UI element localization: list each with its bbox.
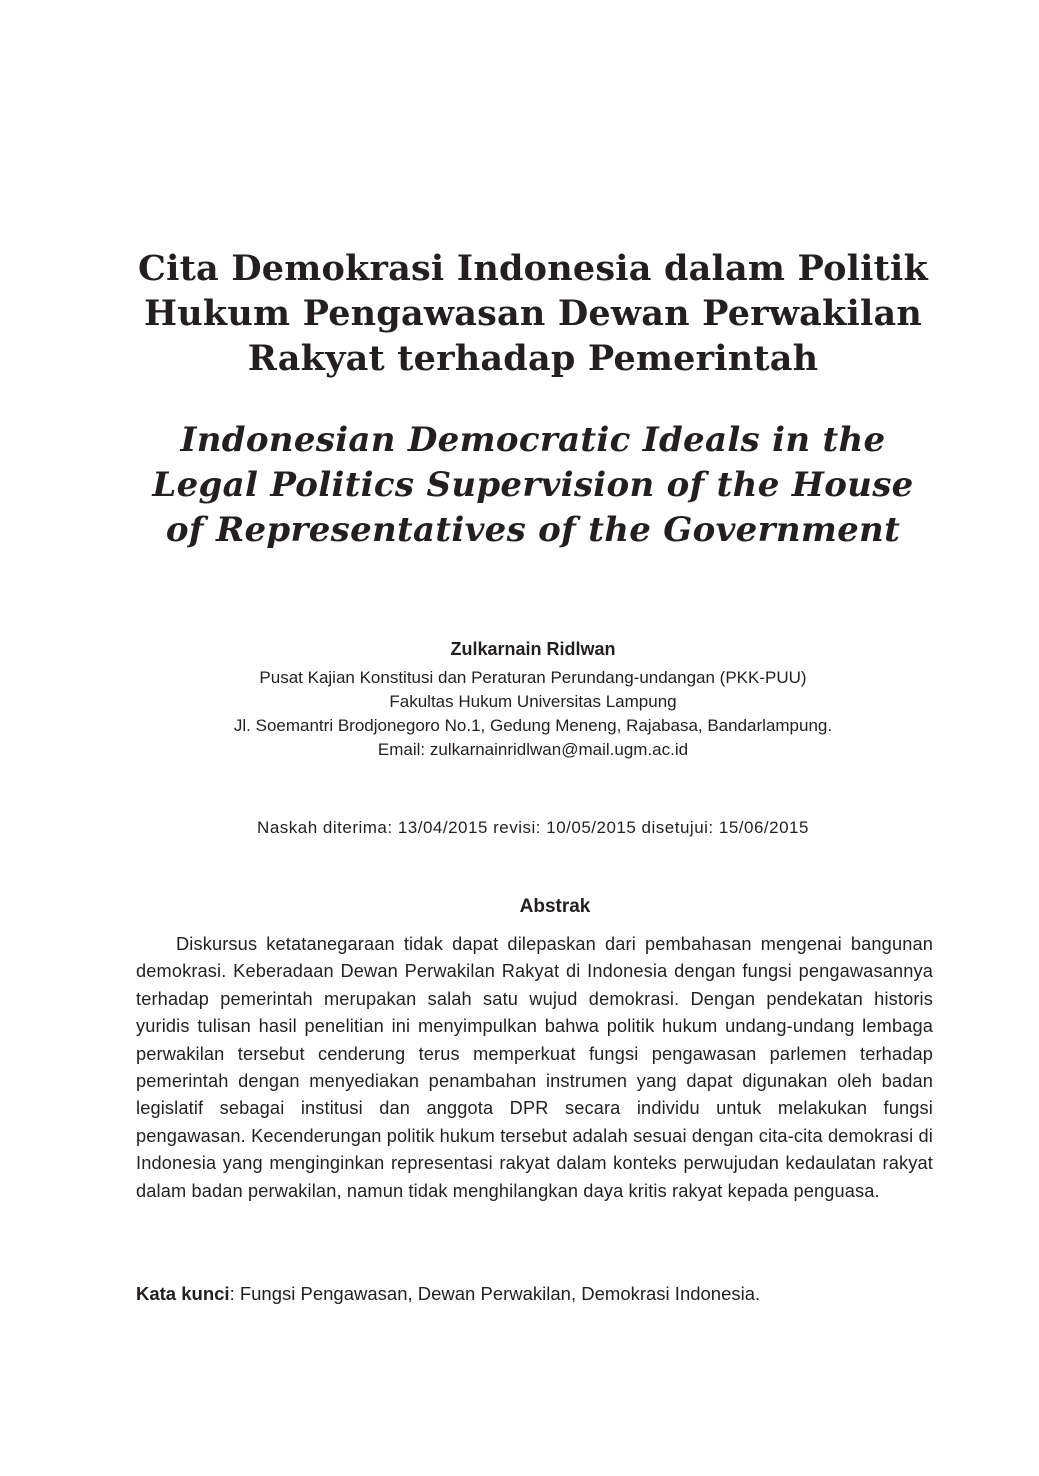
keywords: [136, 1280, 933, 1307]
title-indonesian-line: Hukum Pengawasan Dewan Perwakilan: [143, 293, 923, 334]
author-block: [100, 636, 966, 762]
author-name: Zulkarnain Ridlwan: [450, 639, 616, 659]
affiliation-address: Jl. Soemantri Brodjonegoro No.1, Gedung Meneng, Rajabasa, Bandarlampung.: [233, 716, 833, 735]
affiliation-faculty: Fakultas Hukum Universitas Lampung: [389, 692, 677, 711]
title-indonesian: [100, 246, 966, 381]
manuscript-dates: Naskah diterima: 13/04/2015 revisi: 10/05/2015 disetujui: 15/06/2015: [257, 818, 809, 837]
title-indonesian-line: Cita Demokrasi Indonesia dalam Politik: [138, 248, 928, 289]
abstract-heading: Abstrak: [519, 896, 591, 917]
title-english-line: Indonesian Democratic Ideals in the: [180, 420, 886, 460]
title-english-line: of Representatives of the Government: [165, 510, 901, 550]
keywords-separator: :: [229, 1283, 240, 1304]
title-english-line: Legal Politics Supervision of the House: [152, 465, 914, 505]
author-email: Email: zulkarnainridlwan@mail.ugm.ac.id: [377, 740, 689, 759]
affiliation-institute: Pusat Kajian Konstitusi dan Peraturan Perundang-undangan (PKK-PUU): [259, 668, 807, 687]
keywords-label: Kata kunci: [136, 1283, 230, 1304]
abstract-body: Diskursus ketatanegaraan tidak dapat dilepaskan dari pembahasan mengenai bangunan demokrasi. Keberadaan Dewan Perwakilan Rakyat di Indonesia dengan fungsi pengawasannya terhadap pemerintah merupakan salah satu wujud demokrasi. Dengan pendekatan historis yuridis tulisan hasil penelitian ini menyimpulkan bahwa politik hukum undang-undang lembaga perwakilan tersebut cenderung terus memperkuat fungsi pengawasan parlemen terhadap pemerintah dengan menyediakan penambahan instrumen yang dapat digunakan oleh badan legislatif sebagai institusi dan anggota DPR secara individu untuk melakukan fungsi pengawasan. Kecenderungan politik hukum tersebut adalah sesuai dengan cita-cita demokrasi di Indonesia yang menginginkan representasi rakyat dalam konteks perwujudan kedaulatan rakyat dalam badan perwakilan, namun tidak menghilangkan daya kritis rakyat kepada penguasa.: [136, 934, 933, 1201]
title-english: [100, 418, 966, 553]
keywords-text: Fungsi Pengawasan, Dewan Perwakilan, Demokrasi Indonesia.: [239, 1283, 761, 1304]
title-indonesian-line: Rakyat terhadap Pemerintah: [247, 338, 819, 379]
